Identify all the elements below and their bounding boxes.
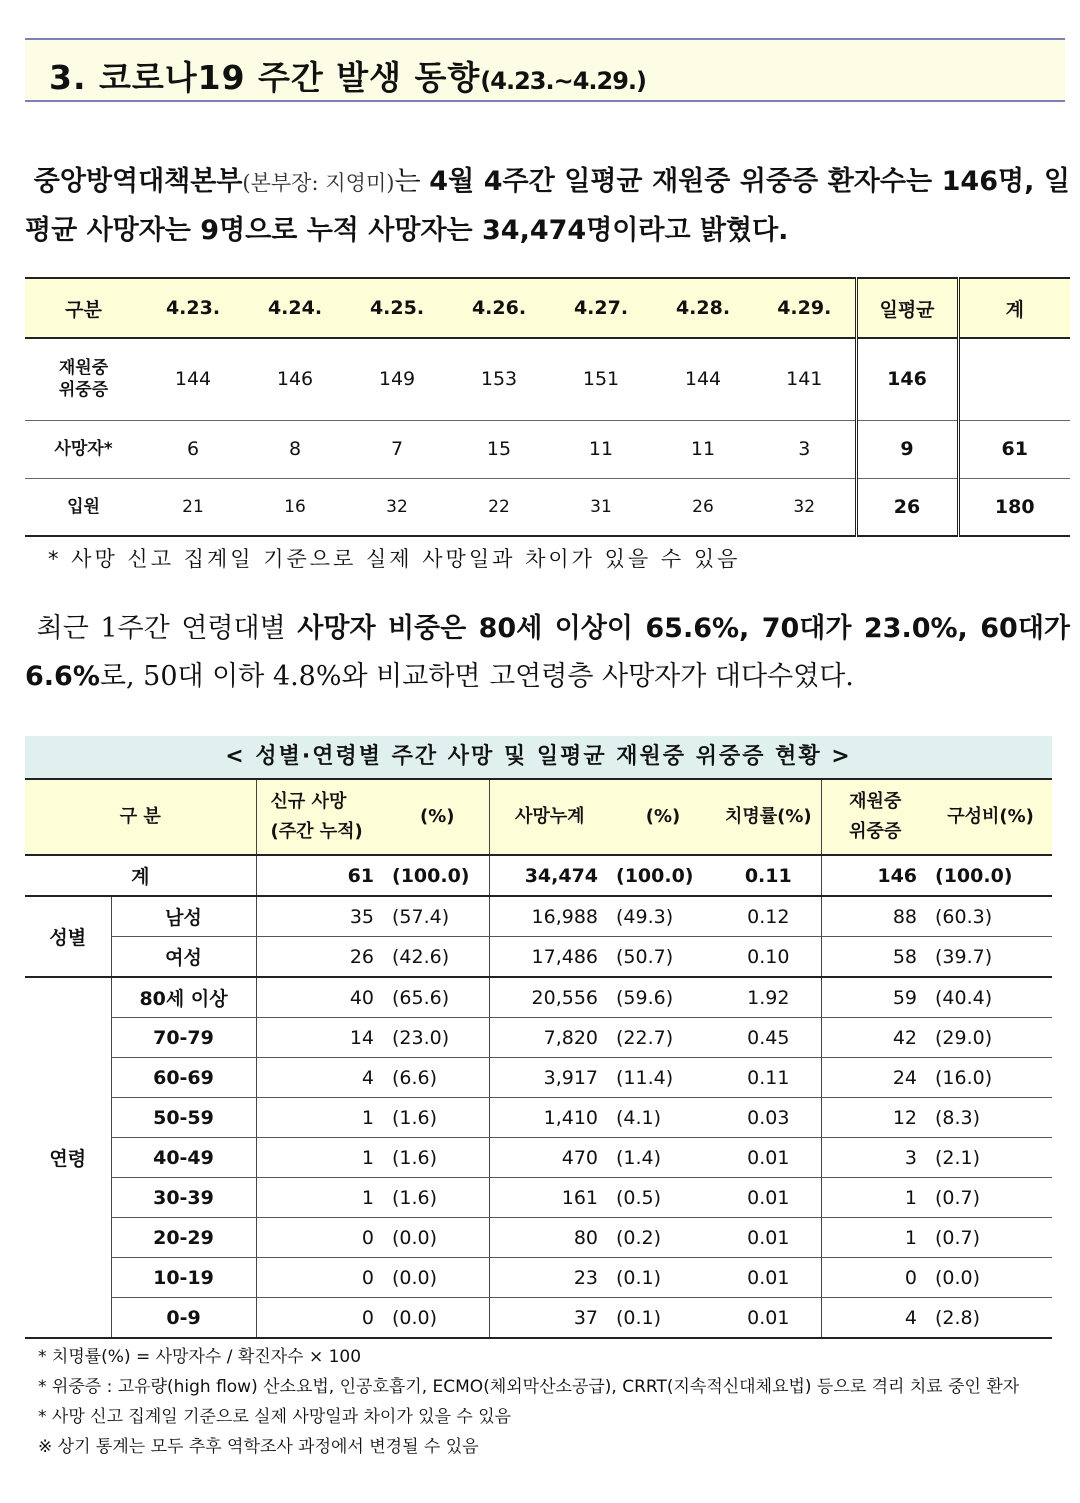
avg-cell: 26: [856, 478, 958, 536]
cell-cum: 16,988: [489, 896, 610, 937]
cell-cum: 7,820: [489, 1018, 610, 1058]
table-cell: 15: [448, 420, 550, 478]
cell-cum-pct: (0.5): [610, 1178, 716, 1218]
cell-cum-pct: (4.1): [610, 1098, 716, 1138]
cell-new: 0: [256, 1258, 386, 1298]
cell-new-pct: (100.0): [386, 855, 489, 896]
table-cell: 146: [244, 338, 346, 420]
cell-cum: 3,917: [489, 1058, 610, 1098]
cell-sev: 146: [821, 855, 929, 896]
row-label: 입원: [67, 496, 100, 517]
header-cell: 구분: [25, 278, 142, 338]
cell-new-pct: (1.6): [386, 1138, 489, 1178]
header-cell: 4.26.: [448, 278, 550, 338]
cell-sev-pct: (100.0): [929, 855, 1052, 896]
table-row: [25, 1138, 1052, 1178]
cell-cfr: 0.03: [716, 1098, 821, 1138]
avg-cell: 9: [856, 420, 958, 478]
table-cell: 6: [142, 420, 244, 478]
cell-sev: 1: [821, 1218, 929, 1258]
cell-new: 26: [256, 937, 386, 978]
table-cell: 16: [284, 496, 306, 517]
cell-cum-pct: (100.0): [610, 855, 716, 896]
cell-new: 0: [256, 1298, 386, 1339]
cell-new: 14: [256, 1018, 386, 1058]
cell-cfr: 1.92: [716, 977, 821, 1018]
cell-cum: 37: [489, 1298, 610, 1339]
cell-sev-pct: (8.3): [929, 1098, 1052, 1138]
cell-sev-pct: (29.0): [929, 1018, 1052, 1058]
cell-sev-pct: (0.7): [929, 1178, 1052, 1218]
table-row: [25, 1298, 1052, 1339]
cell-cfr: 0.45: [716, 1018, 821, 1058]
table-row: [25, 977, 1052, 1018]
cell-cum: 470: [489, 1138, 610, 1178]
cell-sev-pct: (39.7): [929, 937, 1052, 978]
para1-highlight: 4월 4주간 일평균 재원중 위중증 환자수는 146명, 일평균 사망자는 9명으로 누적 사망자는 34,474명이라고 밝혔다.: [25, 166, 1070, 246]
row-label: 10-19: [111, 1258, 256, 1298]
cell-cum-pct: (0.2): [610, 1218, 716, 1258]
cell-cum-pct: (59.6): [610, 977, 716, 1018]
table-row: [25, 478, 1070, 536]
cell-cum: 161: [489, 1178, 610, 1218]
table-cell: 8: [244, 420, 346, 478]
cell-cfr: 0.11: [716, 855, 821, 896]
header-pct2: (%): [610, 779, 716, 855]
avg-cell: 146: [856, 338, 958, 420]
table-cell: 141: [754, 338, 856, 420]
footnote-cfr: * 치명률(%) = 사망자수 / 확진자수 × 100: [38, 1347, 362, 1367]
para2-tail: 로, 50대 이하 4.8%와 비교하면 고연령층 사망자가 대다수였다.: [99, 661, 854, 692]
row-label: 0-9: [111, 1298, 256, 1339]
table2-caption: < 성별·연령별 주간 사망 및 일평균 재원중 위중증 현황 >: [25, 736, 1052, 778]
cell-cum-pct: (11.4): [610, 1058, 716, 1098]
row-label: 30-39: [111, 1178, 256, 1218]
header-new-deaths-label: 신규 사망: [270, 791, 347, 812]
cell-sev-pct: (2.1): [929, 1138, 1052, 1178]
group-sex-label: 성별: [25, 896, 111, 977]
row-label: 20-29: [111, 1218, 256, 1258]
total-cell: 61: [958, 420, 1070, 478]
table-cell: 149: [346, 338, 448, 420]
header-ratio: 구성비(%): [929, 779, 1052, 855]
para2-lead: 최근 1주간 연령대별: [36, 613, 298, 644]
footnotes: [38, 1342, 1019, 1462]
agency-head: (본부장: 지영미): [242, 171, 395, 195]
cell-new: 61: [256, 855, 386, 896]
table1-footnote: * 사망 신고 집계일 기준으로 실제 사망일과 차이가 있을 수 있음: [48, 547, 741, 571]
header-new-deaths-sub: (주간 누적): [270, 821, 363, 842]
table2-header: [25, 779, 1052, 855]
table-row: [25, 1178, 1052, 1218]
table-row: [25, 338, 1070, 420]
table-cell: 26: [692, 496, 714, 517]
cell-new-pct: (1.6): [386, 1098, 489, 1138]
cell-cum-pct: (1.4): [610, 1138, 716, 1178]
cell-new-pct: (57.4): [386, 896, 489, 937]
table-cell: 151: [550, 338, 652, 420]
cell-cfr: 0.01: [716, 1138, 821, 1178]
cell-sev: 59: [821, 977, 929, 1018]
cell-cum: 20,556: [489, 977, 610, 1018]
cell-cfr: 0.11: [716, 1058, 821, 1098]
cell-new: 1: [256, 1138, 386, 1178]
table-cell: 153: [448, 338, 550, 420]
row-label: 40-49: [111, 1138, 256, 1178]
cell-sev-pct: (0.7): [929, 1218, 1052, 1258]
total-row: [25, 855, 1052, 896]
cell-sev-pct: (0.0): [929, 1258, 1052, 1298]
cell-new: 1: [256, 1098, 386, 1138]
footnote-revision: ※ 상기 통계는 모두 추후 역학조사 과정에서 변경될 수 있음: [38, 1437, 479, 1457]
header-cell: 4.23.: [142, 278, 244, 338]
cell-new-pct: (6.6): [386, 1058, 489, 1098]
row-label: 재원중 위중증: [25, 338, 142, 420]
footnote-reporting: * 사망 신고 집계일 기준으로 실제 사망일과 차이가 있을 수 있음: [38, 1407, 512, 1427]
total-cell: [958, 338, 1070, 420]
cell-sev: 4: [821, 1298, 929, 1339]
cell-cfr: 0.10: [716, 937, 821, 978]
table-row: [25, 1218, 1052, 1258]
cell-cum-pct: (50.7): [610, 937, 716, 978]
cell-cfr: 0.12: [716, 896, 821, 937]
cell-sev: 1: [821, 1178, 929, 1218]
table-row: [25, 420, 1070, 478]
header-cell: 4.27.: [550, 278, 652, 338]
cell-cum: 1,410: [489, 1098, 610, 1138]
table-row: [25, 1058, 1052, 1098]
cell-sev: 58: [821, 937, 929, 978]
age-paragraph: [25, 605, 1070, 701]
cell-sev: 12: [821, 1098, 929, 1138]
section-title-main: 3. 코로나19 주간 발생 동향: [49, 58, 481, 97]
row-label: 50-59: [111, 1098, 256, 1138]
cell-cum: 17,486: [489, 937, 610, 978]
demographic-table: [25, 778, 1052, 1339]
para1-connector: 는: [394, 166, 430, 197]
table-cell: 7: [346, 420, 448, 478]
summary-paragraph: [25, 158, 1070, 255]
row-label: 80세 이상: [111, 977, 256, 1018]
header-category: 구 분: [25, 779, 256, 855]
row-label: 남성: [111, 896, 256, 937]
table-row: [25, 937, 1052, 978]
cell-cum-pct: (22.7): [610, 1018, 716, 1058]
table-row: [25, 1258, 1052, 1298]
table-row: [25, 896, 1052, 937]
section-title-bar: [25, 38, 1065, 102]
cell-new-pct: (23.0): [386, 1018, 489, 1058]
cell-new: 4: [256, 1058, 386, 1098]
section-title: [49, 52, 646, 99]
row-label: 사망자*: [25, 420, 142, 478]
agency-name: 중앙방역대책본부: [33, 166, 243, 197]
table-cell: 3: [754, 420, 856, 478]
cell-cfr: 0.01: [716, 1218, 821, 1258]
cell-cum-pct: (0.1): [616, 1306, 662, 1329]
cell-sev-pct: (40.4): [929, 977, 1052, 1018]
cell-cfr: 0.01: [716, 1178, 821, 1218]
cell-new: 40: [256, 977, 386, 1018]
footnote-severe: * 위중증 : 고유량(high flow) 산소요법, 인공호흡기, ECMO(체외막산소공급), CRRT(지속적신대체요법) 등으로 격리 치료 중인 환자: [38, 1377, 1020, 1397]
header-cell: 4.25.: [346, 278, 448, 338]
row-label: 여성: [111, 937, 256, 978]
cell-new-pct: (0.0): [386, 1218, 489, 1258]
cell-sev: 88: [821, 896, 929, 937]
header-cell: 일평균: [856, 278, 958, 338]
header-severe-sub: 위중증: [849, 821, 902, 842]
cell-new-pct: (42.6): [386, 937, 489, 978]
table-cell: 31: [590, 496, 612, 517]
header-severe-label: 재원중: [849, 791, 902, 812]
table-cell: 11: [652, 420, 754, 478]
cell-cfr: 0.01: [747, 1306, 790, 1329]
cell-cum-pct: (49.3): [610, 896, 716, 937]
total-label: 계: [25, 855, 256, 896]
header-new-deaths: [256, 779, 386, 855]
header-cell: 계: [958, 278, 1070, 338]
cell-cum: 23: [489, 1258, 610, 1298]
cell-sev: 0: [821, 1258, 929, 1298]
weekly-table: [25, 277, 1070, 537]
cell-new: 1: [256, 1178, 386, 1218]
cell-new-pct: (65.6): [386, 977, 489, 1018]
cell-cum: 34,474: [489, 855, 610, 896]
table-cell: 32: [793, 496, 816, 517]
total-cell: 180: [958, 478, 1070, 536]
table-cell: 144: [142, 338, 244, 420]
weekly-table-header: [25, 278, 1070, 338]
header-fatality: 치명률(%): [716, 779, 821, 855]
cell-new-pct: (1.6): [386, 1178, 489, 1218]
header-cell: 4.28.: [652, 278, 754, 338]
cell-sev: 3: [821, 1138, 929, 1178]
header-pct1: (%): [386, 779, 489, 855]
table-cell: 32: [386, 496, 408, 517]
table-cell: 144: [652, 338, 754, 420]
cell-cum-pct: (0.1): [610, 1258, 716, 1298]
cell-new: 0: [256, 1218, 386, 1258]
table-cell: 21: [182, 496, 204, 517]
row-label: 70-79: [111, 1018, 256, 1058]
cell-sev-pct: (60.3): [929, 896, 1052, 937]
cell-sev-pct: (16.0): [929, 1058, 1052, 1098]
cell-sev-pct: (2.8): [935, 1306, 981, 1329]
table-cell: 11: [550, 420, 652, 478]
table-cell: 22: [488, 496, 510, 517]
row-label: 60-69: [111, 1058, 256, 1098]
header-cell: 4.24.: [244, 278, 346, 338]
cell-new-pct: (0.0): [386, 1258, 489, 1298]
para2-highlight: 사망자 비중은 80세 이상이 65.6%, 70대가 23.0%, 60대가 6.6%: [25, 613, 1070, 692]
cell-cfr: 0.01: [716, 1258, 821, 1298]
cell-sev: 42: [821, 1018, 929, 1058]
section-title-period: (4.23.~4.29.): [480, 67, 646, 95]
header-cell: 4.29.: [754, 278, 856, 338]
table-row: [25, 1098, 1052, 1138]
cell-cum: 80: [489, 1218, 610, 1258]
group-age-label: 연령: [49, 1148, 87, 1170]
table-row: [25, 1018, 1052, 1058]
cell-new-pct: (0.0): [392, 1306, 438, 1329]
header-cum-deaths: 사망누계: [489, 779, 610, 855]
header-severe: [821, 779, 929, 855]
cell-sev: 24: [821, 1058, 929, 1098]
cell-new: 35: [256, 896, 386, 937]
